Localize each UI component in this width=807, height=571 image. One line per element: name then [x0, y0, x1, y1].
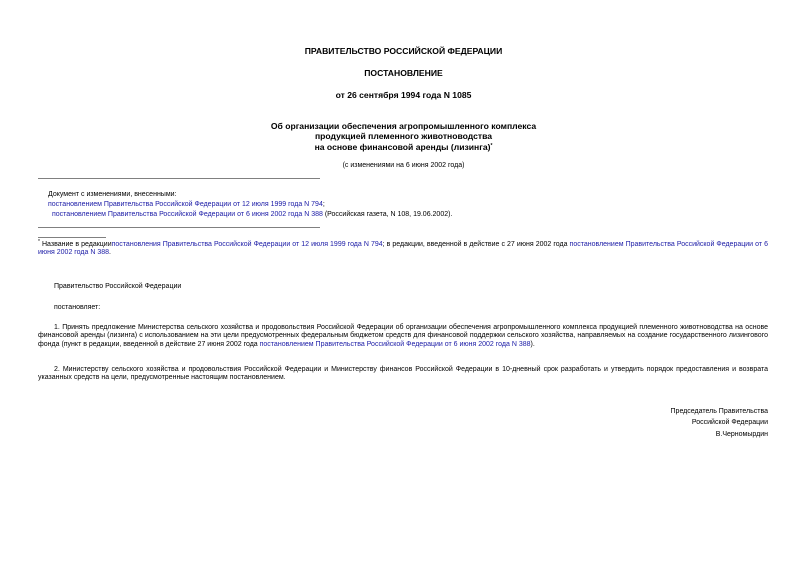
title-line-3	[0, 142, 807, 152]
changes-item-2-suffix: (Российская газета, N 108, 19.06.2002).	[322, 211, 453, 218]
document-title	[0, 121, 807, 152]
signature-position: Председатель Правительства	[670, 408, 768, 415]
changes-item-1	[48, 201, 325, 209]
signature-name: В.Черномырдин	[715, 430, 768, 438]
footnote-divider	[38, 237, 106, 238]
divider	[38, 178, 320, 179]
footnote-text-a: Название в редакции	[39, 241, 112, 248]
paragraph-2: 2. Министерству сельского хозяйства и продовольствия Российской Федерации и Министерству финансов Российской Федерации в 10-дневный срок разработать и утвердить порядок предоставления и возврата указанных средств на цели, предусмотренные настоящим постановлением.	[38, 366, 768, 382]
footnote-text-b: ; в редакции, введенной в действие с 27 июня 2002 года	[382, 241, 570, 248]
title-line-1: Об организации обеспечения агропромышленного комплекса	[270, 121, 537, 131]
footnote-link-794[interactable]: постановления Правительства Российской Федерации от 12 июля 1999 года N 794	[111, 241, 383, 248]
changes-item-1-suffix: ;	[322, 201, 325, 208]
amendment-link-388[interactable]: постановлением Правительства Российской Федерации от 6 июня 2002 года N 388	[52, 211, 323, 218]
footnote-text	[38, 241, 768, 258]
footnote-link-388[interactable]: постановлением Правительства Российской Федерации от 6 июня 2002 года N 388	[38, 241, 769, 257]
government-heading: ПРАВИТЕЛЬСТВО РОССИЙСКОЙ ФЕДЕРАЦИИ	[304, 46, 503, 56]
decree-word: постановляет:	[54, 304, 101, 311]
footnote-mark: *	[38, 239, 40, 245]
title-footnote-mark: *	[490, 142, 493, 149]
divider	[38, 227, 320, 228]
amendment-link-794[interactable]: постановлением Правительства Российской Федерации от 12 июля 1999 года N 794	[48, 201, 323, 208]
signature-country: Российской Федерации	[691, 419, 768, 427]
paragraph-1-link-388[interactable]: постановлением Правительства Российской Федерации от 6 июня 2002 года N 388	[259, 340, 531, 348]
signature-block	[560, 408, 768, 439]
paragraph-1	[38, 324, 768, 349]
paragraph-1-end: ).	[530, 340, 535, 348]
amendment-note: (с изменениями на 6 июня 2002 года)	[342, 162, 465, 169]
document-date: от 26 сентября 1994 года N 1085	[335, 90, 472, 100]
changes-intro: Документ с изменениями, внесенными:	[48, 191, 177, 198]
title-line-2: продукцией племенного животноводства	[314, 131, 493, 142]
issuer: Правительство Российской Федерации	[54, 283, 182, 290]
changes-item-2	[52, 211, 452, 219]
title-line-3-text: на основе финансовой аренды (лизинга)	[314, 141, 491, 152]
paragraph-1-text: 1. Принять предложение Министерства сельского хозяйства и продовольствия Российской Федерации об организации обеспечения агропромышленного комплекса продукцией племенного животноводства на основе финансовой аренды (лизинга) с использованием на эти цели предусмотренных федеральным бюджетом средств для финансовой поддержки сельского хозяйства, направляемых на создание государственного лизингового фонда (пункт в редакции, введенной в действие 27 июня 2002 года	[38, 324, 768, 348]
document-type: ПОСТАНОВЛЕНИЕ	[364, 68, 443, 78]
footnote-text-c: .	[109, 249, 111, 257]
